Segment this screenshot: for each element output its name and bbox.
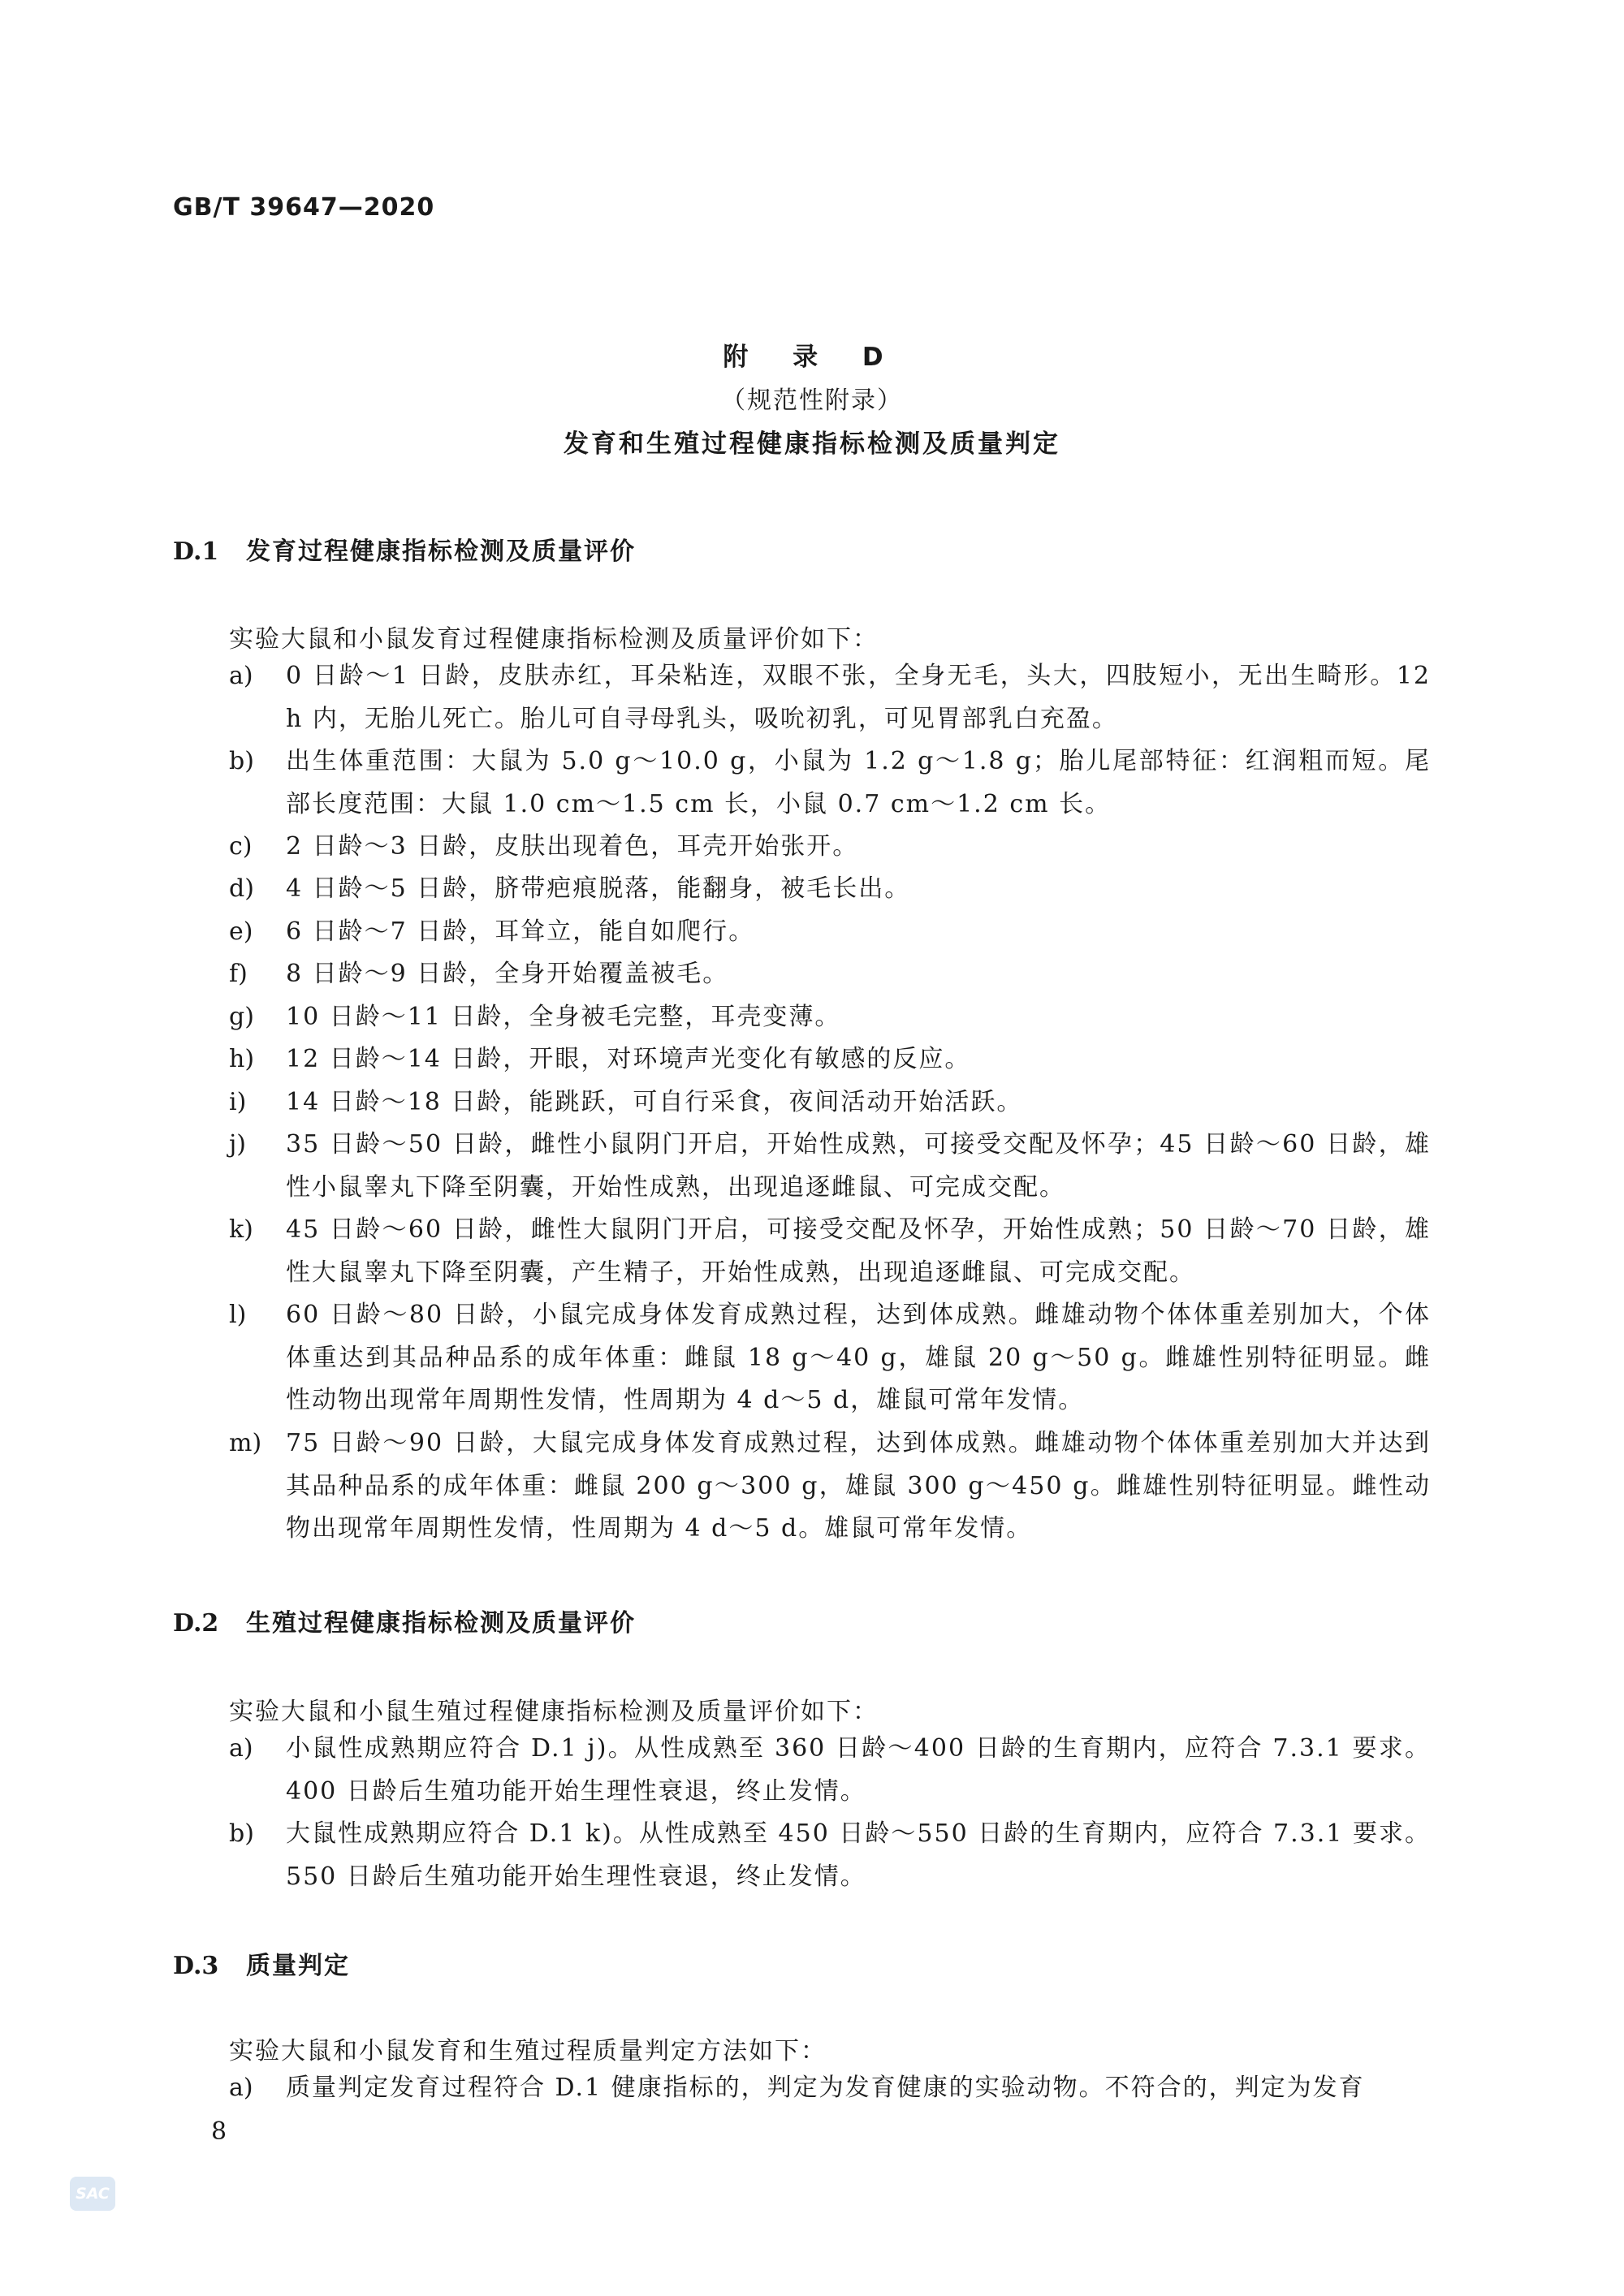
list-item-d1-g: g) 10 日龄～11 日龄，全身被毛完整，耳壳变薄。 — [229, 1003, 841, 1031]
list-item-d1-j: j) 35 日龄～50 日龄，雌性小鼠阴门开启，开始性成熟，可接受交配及怀孕；45 日龄～60 日龄，雄性小鼠睾丸下降至阴囊，开始性成熟，出现追逐雌鼠、可完成交配。 — [229, 1130, 1431, 1202]
section-d2-title: 生殖过程健康指标检测及质量评价 — [246, 1609, 636, 1638]
list-item-d2-b: b) 大鼠性成熟期应符合 D.1 k)。从性成熟至 450 日龄～550 日龄的生育期内，应符合 7.3.1 要求。550 日龄后生殖功能开始生理性衰退，终止发情。 — [229, 1819, 1431, 1891]
section-d1-heading — [173, 531, 636, 567]
sac-logo: SAC — [70, 2177, 115, 2211]
section-d2-intro: 实验大鼠和小鼠生殖过程健康指标检测及质量评价如下： — [229, 1698, 879, 1726]
section-d3-title: 质量判定 — [246, 1952, 350, 1980]
section-d3-heading — [173, 1945, 350, 1981]
list-item-d3-a: a) 质量判定发育过程符合 D.1 健康指标的，判定为发育健康的实验动物。不符合的，判定为发育 — [229, 2074, 1365, 2102]
section-d3-number: D.3 — [173, 1952, 219, 1980]
list-item-d1-d: d) 4 日龄～5 日龄，脐带疤痕脱落，能翻身，被毛长出。 — [229, 874, 911, 903]
annex-title: 附 录 D — [723, 343, 901, 372]
standard-code: GB/T 39647—2020 — [173, 193, 435, 222]
list-item-d1-c: c) 2 日龄～3 日龄，皮肤出现着色，耳壳开始张开。 — [229, 832, 859, 861]
list-item-d2-a: a) 小鼠性成熟期应符合 D.1 j)。从性成熟至 360 日龄～400 日龄的生育期内，应符合 7.3.1 要求。400 日龄后生殖功能开始生理性衰退，终止发情。 — [229, 1734, 1431, 1806]
section-d1-title: 发育过程健康指标检测及质量评价 — [246, 537, 636, 566]
section-d3-intro: 实验大鼠和小鼠发育和生殖过程质量判定方法如下： — [229, 2037, 827, 2065]
list-item-d1-m: m) 75 日龄～90 日龄，大鼠完成身体发育成熟过程，达到体成熟。雌雄动物个体体重差别加大并达到其品种品系的成年体重：雌鼠 200 g～300 g，雄鼠 300 g～450 g。雌雄性别特征明显。雌性动物出现常年周期性发情，性周期为 4 d～5 d。雄鼠可常年发情。 — [229, 1429, 1431, 1543]
page-number: 8 — [211, 2117, 227, 2146]
section-d1-number: D.1 — [173, 537, 219, 566]
list-item-d1-k: k) 45 日龄～60 日龄，雌性大鼠阴门开启，可接受交配及怀孕，开始性成熟；50 日龄～70 日龄，雄性大鼠睾丸下降至阴囊，产生精子，开始性成熟，出现追逐雌鼠、可完成交配。 — [229, 1215, 1431, 1287]
list-item-d1-i: i) 14 日龄～18 日龄，能跳跃，可自行采食，夜间活动开始活跃。 — [229, 1088, 1023, 1116]
section-d1-intro: 实验大鼠和小鼠发育过程健康指标检测及质量评价如下： — [229, 625, 879, 654]
list-item-d1-l: l) 60 日龄～80 日龄，小鼠完成身体发育成熟过程，达到体成熟。雌雄动物个体体重差别加大，个体体重达到其品种品系的成年体重：雌鼠 18 g～40 g，雄鼠 20 g～50 g。雌雄性别特征明显。雌性动物出现常年周期性发情，性周期为 4 d～5 d，雄鼠可常年发情。 — [229, 1301, 1431, 1414]
list-item-d1-h: h) 12 日龄～14 日龄，开眼，对环境声光变化有敏感的反应。 — [229, 1045, 971, 1073]
list-item-d1-f: f) 8 日龄～9 日龄，全身开始覆盖被毛。 — [229, 960, 729, 988]
list-item-d1-b: b) 出生体重范围：大鼠为 5.0 g～10.0 g，小鼠为 1.2 g～1.8 g；胎儿尾部特征：红润粗而短。尾部长度范围：大鼠 1.0 cm～1.5 cm 长，小鼠 0.7 cm～1.2 cm 长。 — [229, 747, 1431, 818]
list-item-d1-e: e) 6 日龄～7 日龄，耳耸立，能自如爬行。 — [229, 917, 755, 946]
section-d2-number: D.2 — [173, 1609, 219, 1638]
annex-type: （规范性附录） — [721, 386, 903, 415]
list-item-d1-a: a) 0 日龄～1 日龄，皮肤赤红，耳朵粘连，双眼不张，全身无毛，头大，四肢短小，无出生畸形。12 h 内，无胎儿死亡。胎儿可自寻母乳头，吸吮初乳，可见胃部乳白充盈。 — [229, 662, 1431, 733]
annex-name: 发育和生殖过程健康指标检测及质量判定 — [564, 429, 1060, 459]
section-d2-heading — [173, 1603, 636, 1638]
